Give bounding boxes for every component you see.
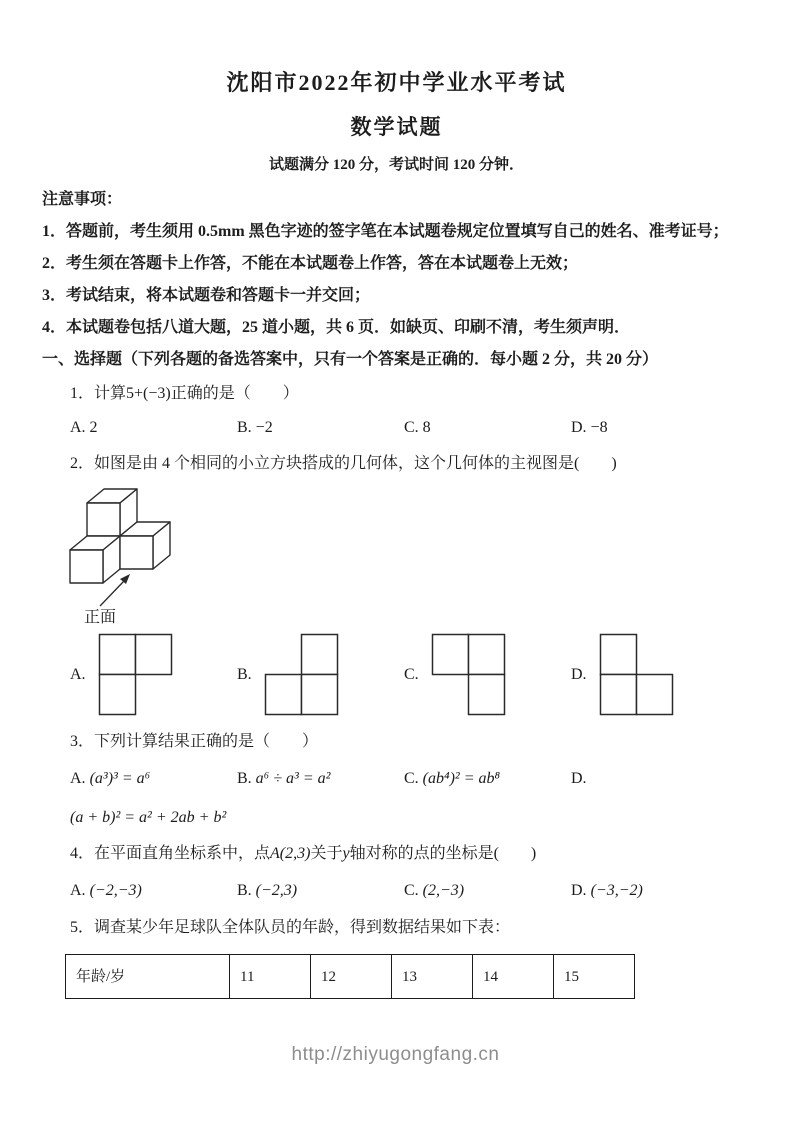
q3-option-c-formula: (ab⁴)² = ab⁸ bbox=[422, 770, 501, 787]
q4-option-d-value: (−3,−2) bbox=[590, 882, 643, 899]
age-table-row bbox=[66, 955, 635, 999]
cube-figure-block bbox=[62, 484, 749, 626]
q3-option-d bbox=[571, 763, 738, 795]
q2-option-c-label: C. bbox=[404, 666, 419, 683]
q1-expression: 5+(−3) bbox=[126, 385, 171, 402]
q4-option-a-label: A. bbox=[70, 882, 86, 899]
q3-option-a bbox=[70, 763, 237, 795]
front-face-label: 正面 bbox=[84, 609, 117, 626]
q4-option-b-value: (−2,3) bbox=[255, 882, 298, 899]
q4-option-b bbox=[237, 872, 404, 910]
q4-option-b-label: B. bbox=[237, 882, 252, 899]
question-3: 3．下列计算结果正确的是（ ） bbox=[70, 733, 319, 750]
q2-option-d-label: D. bbox=[571, 666, 587, 683]
q2-option-c-shape bbox=[431, 633, 507, 717]
q4-option-c-label: C. bbox=[404, 882, 419, 899]
q3-option-d-formula-wrapped: (a + b)² = a² + 2ab + b² bbox=[70, 809, 227, 826]
q4-text-pre: 4．在平面直角坐标系中，点 bbox=[70, 845, 271, 862]
q3-option-d-label: D. bbox=[571, 770, 587, 787]
q2-option-a-shape bbox=[98, 633, 174, 717]
q3-option-a-formula: (a³)³ = a⁶ bbox=[89, 770, 151, 787]
notice-item-3: 3．考试结束，将本试题卷和答题卡一并交回； bbox=[42, 287, 371, 304]
section-1-header: 一、选择题（下列各题的备选答案中，只有一个答案是正确的．每小题 2 分，共 20 分） bbox=[42, 351, 659, 368]
q4-option-a-value: (−2,−3) bbox=[89, 882, 142, 899]
q2-option-c bbox=[404, 633, 571, 717]
q3-option-a-label: A. bbox=[70, 770, 86, 787]
age-table-cell-11: 11 bbox=[230, 955, 311, 999]
question-2-options bbox=[70, 626, 749, 724]
q4-option-d-label: D. bbox=[571, 882, 587, 899]
q4-text-post: 轴对称的点的坐标是( ) bbox=[349, 845, 537, 862]
age-table-cell-13: 13 bbox=[392, 955, 473, 999]
q2-option-b bbox=[237, 633, 404, 717]
front-arrow-line bbox=[100, 581, 124, 606]
q1-text-pre: 1．计算 bbox=[70, 385, 127, 402]
age-table bbox=[65, 954, 635, 999]
q2-option-a bbox=[70, 633, 237, 717]
q2-option-d-shape bbox=[599, 633, 675, 717]
page-body bbox=[42, 184, 749, 1071]
q1-option-b: B. −2 bbox=[237, 419, 273, 436]
q1-option-a: A. 2 bbox=[70, 419, 98, 436]
q3-option-c-label: C. bbox=[404, 770, 419, 787]
question-2: 2．如图是由 4 个相同的小立方块搭成的几何体，这个几何体的主视图是( ) bbox=[70, 455, 617, 472]
q1-option-c: C. 8 bbox=[404, 419, 431, 436]
q3-option-c bbox=[404, 763, 571, 795]
notice-item-2: 2．考生须在答题卡上作答，不能在本试题卷上作答，答在本试题卷上无效； bbox=[42, 255, 579, 272]
q4-point: A(2,3) bbox=[270, 845, 311, 862]
q2-option-d bbox=[571, 633, 738, 717]
question-3-options bbox=[70, 758, 749, 800]
q4-option-c-value: (2,−3) bbox=[422, 882, 465, 899]
q4-option-d bbox=[571, 872, 738, 910]
q2-option-b-label: B. bbox=[237, 666, 252, 683]
q1-option-d: D. −8 bbox=[571, 419, 608, 436]
exam-info-line: 试题满分 120 分，考试时间 120 分钟． bbox=[268, 157, 524, 173]
q4-text-mid: 关于 bbox=[310, 845, 343, 862]
question-1-options bbox=[70, 412, 749, 444]
age-table-header-cell: 年龄/岁 bbox=[66, 955, 230, 999]
q2-option-a-label: A. bbox=[70, 666, 86, 683]
page-title: 沈阳市2022年初中学业水平考试 bbox=[226, 70, 567, 95]
question-4-options bbox=[70, 872, 749, 910]
q3-option-b-label: B. bbox=[237, 770, 252, 787]
q2-option-b-shape bbox=[264, 633, 340, 717]
q4-option-c bbox=[404, 872, 571, 910]
q3-option-b-formula: a⁶ ÷ a³ = a² bbox=[255, 770, 331, 787]
notice-item-4: 4．本试题卷包括八道大题，25 道小题，共 6 页．如缺页、印刷不清，考生须声明． bbox=[42, 319, 631, 336]
question-4 bbox=[70, 836, 749, 872]
notice-item-1: 1．答题前，考生须用 0.5mm 黑色字迹的签字笔在本试题卷规定位置填写自己的姓名、准考证号； bbox=[42, 223, 729, 240]
age-table-cell-14: 14 bbox=[473, 955, 554, 999]
q1-text-post: 正确的是（ ） bbox=[170, 385, 299, 402]
watermark-url: http://zhiyugongfang.cn bbox=[291, 1044, 500, 1065]
q3-option-b bbox=[237, 763, 404, 795]
notice-heading: 注意事项： bbox=[42, 191, 123, 208]
front-arrow-icon bbox=[120, 574, 130, 584]
age-table-cell-12: 12 bbox=[311, 955, 392, 999]
question-5: 5．调查某少年足球队全体队员的年龄，得到数据结果如下表： bbox=[70, 919, 511, 936]
age-table-cell-15: 15 bbox=[554, 955, 635, 999]
question-1 bbox=[70, 376, 749, 412]
q4-option-a bbox=[70, 872, 237, 910]
cube-3d-figure bbox=[62, 484, 212, 626]
q4-axis-var: y bbox=[342, 845, 350, 862]
page-subtitle: 数学试题 bbox=[350, 115, 443, 139]
